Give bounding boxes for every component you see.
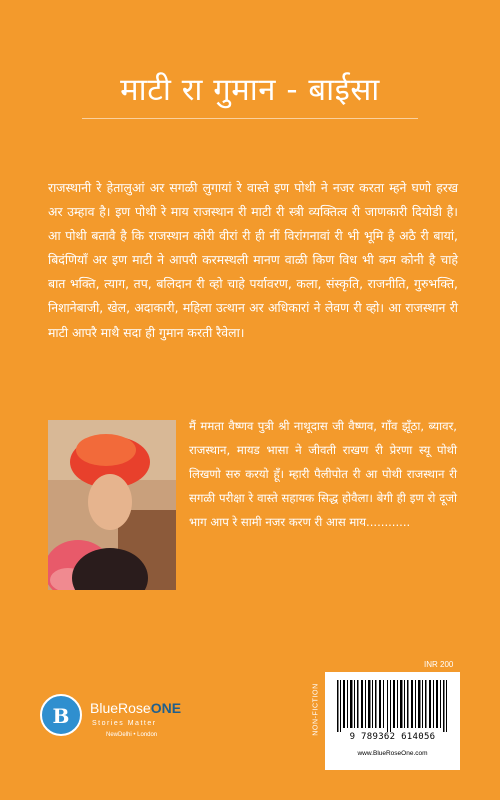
genre-label [306,672,320,752]
book-description: राजस्थानी रे हेतालुआं अर सगळी लुगायां रे वास्ते इण पोथी ने नजर करता म्हने घणो हरख अर उम्हाव है। इण पोथी रे माय राजस्थान री माटी री स्त्री व्यक्तित्व री जाणकारी दियोडी है। आ पोथी बतावै है कि राजस्थान कोरी वीरां री ही नीं विरांगनावां री भी भूमि है अठै री बायां, बिदंणियाँ अर इण माटी ने आपरी करमस्थली मानण वाळी किण विध भी कम कोनी है चाहे बात भक्ति, त्याग, तप, बलिदान री व्हो चाहे पर्यावरण, कला, संस्कृति, राजनीति, गुरुभक्ति, निशानेबाजी, खेल, अदाकारी, महिला उत्थान अर अधिकारां ने लेवण री व्हो। आ राजस्थान री माटी आपरै माथै सदा ही गुमान करती रैवेला। [48,180,458,340]
publisher-logo [40,694,240,754]
title-divider [82,118,418,119]
publisher-name [90,700,181,716]
barcode-block [325,672,460,770]
publisher-name-accent: ONE [150,700,182,716]
publisher-mark-letter: B [52,704,70,728]
barcode-icon [335,680,450,732]
price-label: INR 200 [424,660,454,669]
publisher-cities: NewDelhi • London [106,732,158,738]
publisher-mark-icon [40,694,82,736]
page-title: माटी रा गुमान - बाईसा [120,72,380,108]
author-bio: मैं ममता वैष्णव पुत्री श्री नाथूदास जी वैष्णव, गाँव झूँठा, ब्यावर, राजस्थान, मायड भासा ने जीवती राखण री प्रेरणा स्यू पोथी लिखणो सरु करयो हूँ। म्हारी पैलीपोत री आ पोथी राजस्थान री सगळी परीक्षा रे वास्ते सहायक सिद्ध होवैला। बेगी ही इण रो दूजो भाग आप रे सामी नजर करण री आस माय............ [189,419,457,529]
website-url: www.BlueRoseOne.com [357,750,428,757]
publisher-name-main: BlueRose [90,700,151,716]
isbn-digits: 9 789362 614056 [349,732,436,742]
author-photo [48,420,176,590]
publisher-tagline: Stories Matter [92,720,157,727]
genre-text: NON-FICTION [312,683,320,736]
